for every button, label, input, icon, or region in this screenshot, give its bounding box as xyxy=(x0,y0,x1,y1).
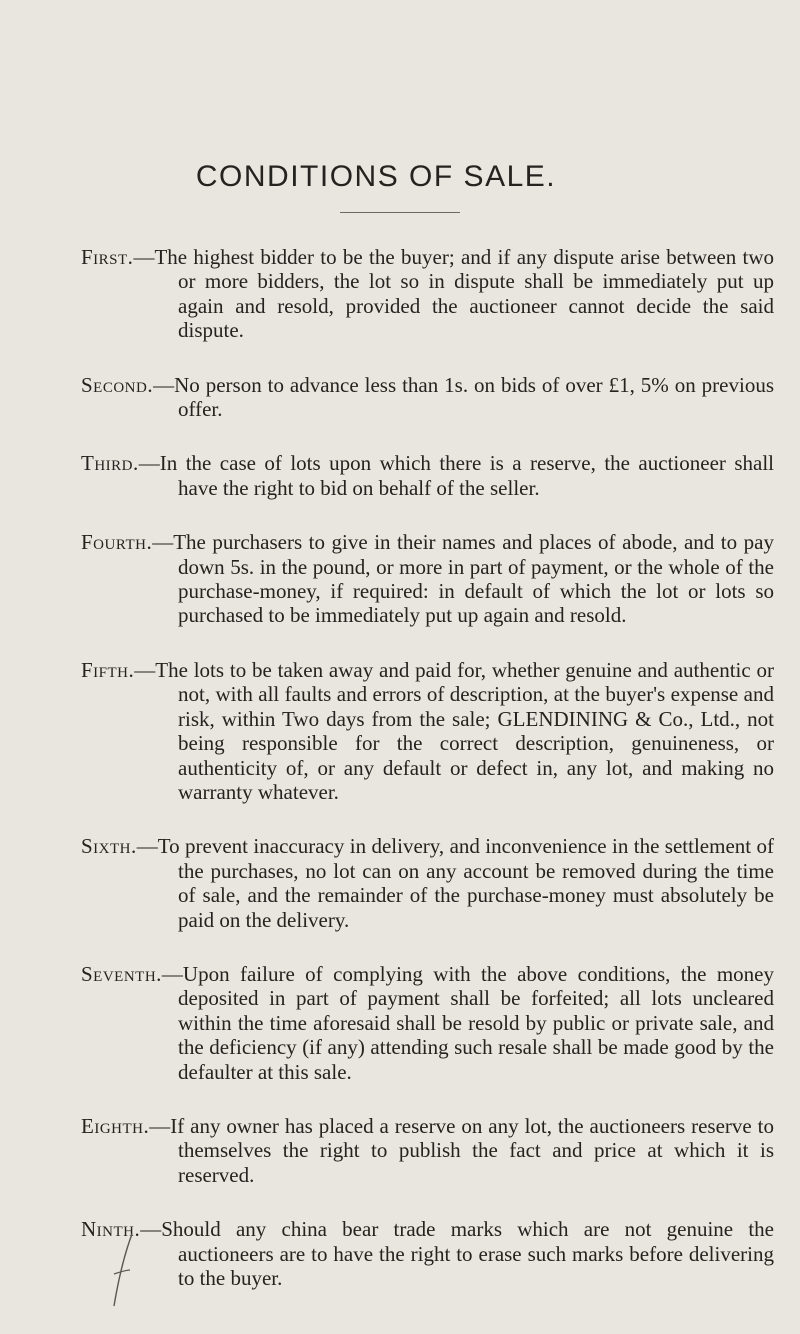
condition-text: —Should any china bear trade marks which are not genuine the auctioneers are to have the right to erase such marks before delivering to the buyer. xyxy=(140,1217,774,1290)
condition-label: Fourth. xyxy=(81,530,153,555)
condition-sixth xyxy=(0,834,800,932)
condition-text: —The purchasers to give in their names and places of abode, and to pay down 5s. in the pound, or more in part of payment, or the whole of the purchase-money, if required: in default of which the lot or lots so purchased to be immediately put up again and resold. xyxy=(152,530,774,628)
condition-label: Second. xyxy=(81,372,154,397)
condition-second xyxy=(0,373,800,422)
condition-text: —In the case of lots upon which there is a reserve, the auctioneer shall have the right to bid on behalf of the seller. xyxy=(138,451,774,500)
condition-text: —The highest bidder to be the buyer; and if any dispute arise between two or more bidders, the lot so in dispute shall be immediately put up again and resold, provided the auctioneer cannot decide the said dispute. xyxy=(133,245,774,343)
condition-text: —To prevent inaccuracy in delivery, and inconvenience in the settlement of the purchases, no lot can on any account be removed during the time of sale, and the remainder of the purchase-money must absolutely be paid on the delivery. xyxy=(136,834,774,932)
condition-text: —No person to advance less than 1s. on bids of over £1, 5% on previous offer. xyxy=(153,372,774,422)
condition-fifth xyxy=(0,658,800,804)
condition-label: Sixth. xyxy=(81,834,137,859)
condition-label: Eighth. xyxy=(81,1113,150,1138)
condition-eighth xyxy=(0,1114,800,1187)
pencil-mark-icon xyxy=(108,1230,138,1310)
condition-fourth xyxy=(0,530,800,628)
condition-seventh xyxy=(0,962,800,1084)
condition-text: —If any owner has placed a reserve on any lot, the auctioneers reserve to themselves the right to publish the fact and price at which it is reserved. xyxy=(149,1113,774,1187)
condition-label: Third. xyxy=(81,451,139,476)
title-rule xyxy=(340,212,460,213)
condition-label: Seventh. xyxy=(81,961,162,986)
condition-label: First. xyxy=(81,245,134,269)
condition-third xyxy=(0,451,800,500)
condition-first xyxy=(0,245,800,343)
conditions-list xyxy=(0,245,800,1320)
condition-label: Ninth. xyxy=(81,1217,141,1242)
page-title: CONDITIONS OF SALE. xyxy=(195,160,557,193)
condition-label: Fifth. xyxy=(81,657,135,682)
condition-text: —The lots to be taken away and paid for, whether genuine and authentic or not, with all faults and errors of description, at the buyer's expense and risk, within Two days from the sale; GLENDINING & Co., Ltd., not being responsible for the correct description, genuineness, or authenticity of, or any default or defect in, any lot, and making no warranty whatever. xyxy=(134,657,774,804)
condition-text: —Upon failure of complying with the above conditions, the money deposited in part of payment shall be forfeited; all lots uncleared within the time aforesaid shall be resold by public or private sale, and the deficiency (if any) attending such resale shall be made good by the defaulter at this sale. xyxy=(161,961,774,1084)
